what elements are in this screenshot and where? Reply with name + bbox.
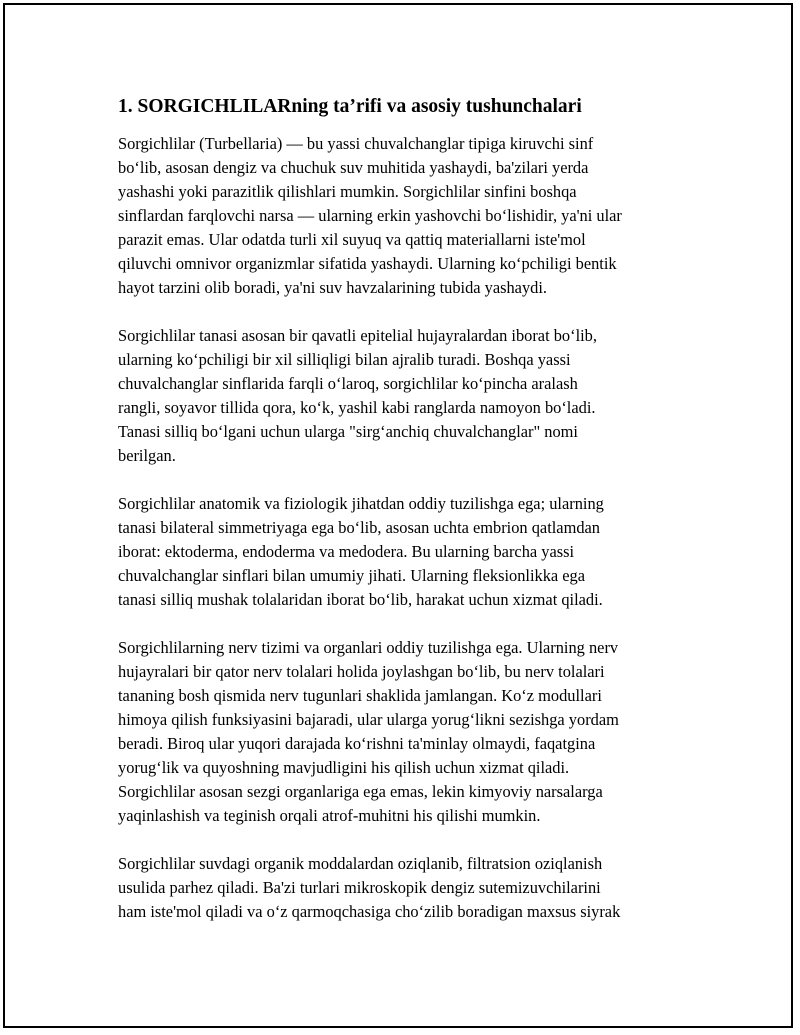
- text-line: yorug‘lik va quyoshning mavjudligini his qilish uchun xizmat qiladi.: [118, 758, 570, 777]
- text-line: Sorgichlilar tanasi asosan bir qavatli epitelial hujayralardan iborat bo‘lib,: [118, 326, 597, 345]
- text-line: qiluvchi omnivor organizmlar sifatida yashaydi. Ularning ko‘pchiligi bentik: [118, 254, 617, 273]
- text-line: Sorgichlilar asosan sezgi organlariga ega emas, lekin kimyoviy narsalarga: [118, 782, 603, 801]
- text-line: chuvalchanglar sinflarida farqli o‘laroq, sorgichlilar ko‘pincha aralash: [118, 374, 578, 393]
- text-line: sinflardan farqlovchi narsa — ularning erkin yashovchi bo‘lishidir, ya'ni ular: [118, 206, 622, 225]
- text-line: Sorgichlilarning nerv tizimi va organlari oddiy tuzilishga ega. Ularning nerv: [118, 638, 619, 657]
- section-heading: 1. SORGICHLILARning ta’rifi va asosiy tushunchalari: [118, 96, 582, 117]
- text-line: beradi. Biroq ular yuqori darajada ko‘rishni ta'minlay olmaydi, faqatgina: [118, 734, 596, 753]
- text-line: yaqinlashish va teginish orqali atrof-muhitni his qilishi mumkin.: [118, 806, 541, 825]
- text-line: bo‘lib, asosan dengiz va chuchuk suv muhitida yashaydi, ba'zilari yerda: [118, 158, 589, 177]
- text-line: tanasi bilateral simmetriyaga ega bo‘lib, asosan uchta embrion qatlamdan: [118, 518, 600, 537]
- text-line: Sorgichlilar (Turbellaria) — bu yassi chuvalchanglar tipiga kiruvchi sinf: [118, 134, 594, 153]
- paragraph: [118, 132, 698, 300]
- text-line: hayot tarzini olib boradi, ya'ni suv havzalarining tubida yashaydi.: [118, 278, 547, 297]
- text-line: berilgan.: [118, 446, 176, 465]
- text-line: iborat: ektoderma, endoderma va medodera. Bu ularning barcha yassi: [118, 542, 575, 561]
- text-line: himoya qilish funksiyasini bajaradi, ular ularga yorug‘likni sezishga yordam: [118, 710, 619, 729]
- text-line: ham iste'mol qiladi va o‘z qarmoqchasiga cho‘zilib boradigan maxsus siyrak: [118, 902, 621, 921]
- text-line: Sorgichlilar anatomik va fiziologik jihatdan oddiy tuzilishga ega; ularning: [118, 494, 604, 513]
- paragraph: [118, 852, 698, 924]
- text-line: parazit emas. Ular odatda turli xil suyuq va qattiq materiallarni iste'mol: [118, 230, 586, 249]
- paragraph: [118, 636, 698, 828]
- document-body: [118, 94, 698, 948]
- text-line: tananing bosh qismida nerv tugunlari shaklida jamlangan. Ko‘z modullari: [118, 686, 602, 705]
- paragraph: [118, 324, 698, 468]
- text-line: yashashi yoki parazitlik qilishlari mumkin. Sorgichlilar sinfini boshqa: [118, 182, 577, 201]
- text-line: chuvalchanglar sinflari bilan umumiy jihati. Ularning fleksionlikka ega: [118, 566, 586, 585]
- text-line: rangli, soyavor tillida qora, ko‘k, yashil kabi ranglarda namoyon bo‘ladi.: [118, 398, 596, 417]
- text-line: hujayralari bir qator nerv tolalari holida joylashgan bo‘lib, bu nerv tolalari: [118, 662, 605, 681]
- text-line: Tanasi silliq bo‘lgani uchun ularga "sirg‘anchiq chuvalchanglar" nomi: [118, 422, 578, 441]
- text-line: Sorgichlilar suvdagi organik moddalardan oziqlanib, filtratsion oziqlanish: [118, 854, 603, 873]
- text-line: ularning ko‘pchiligi bir xil silliqligi bilan ajralib turadi. Boshqa yassi: [118, 350, 571, 369]
- text-line: tanasi silliq mushak tolalaridan iborat bo‘lib, harakat uchun xizmat qiladi.: [118, 590, 603, 609]
- text-line: usulida parhez qiladi. Ba'zi turlari mikroskopik dengiz sutemizuvchilarini: [118, 878, 601, 897]
- paragraph: [118, 492, 698, 612]
- paragraph-list: [118, 132, 698, 924]
